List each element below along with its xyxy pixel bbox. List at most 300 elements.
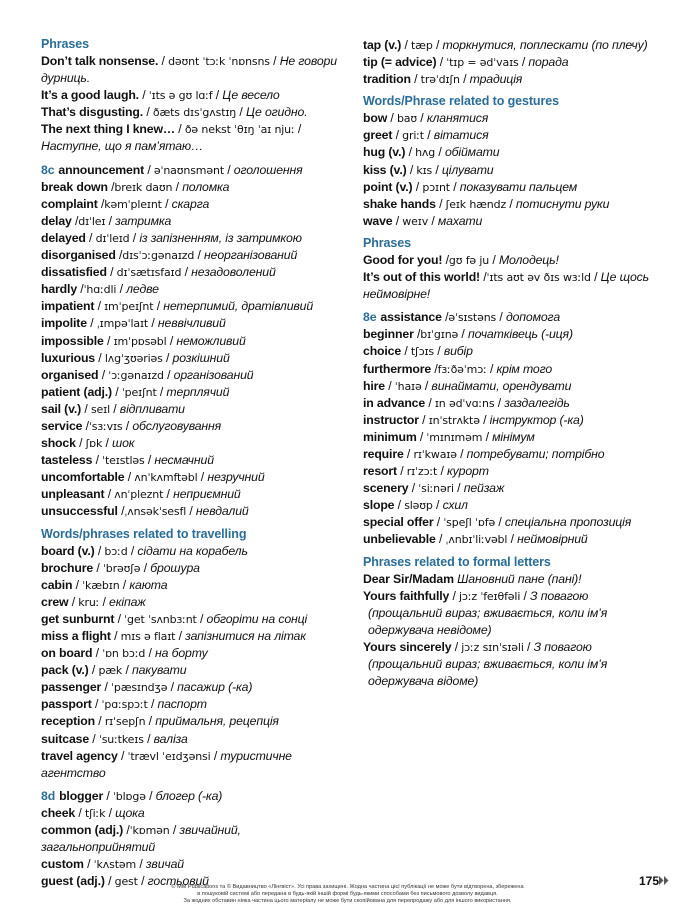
entry-word: on board bbox=[41, 646, 93, 661]
separator: / bbox=[480, 270, 487, 285]
vocabulary-entry bbox=[41, 350, 341, 367]
separator: / bbox=[85, 230, 96, 245]
translation: гостьовий bbox=[147, 874, 209, 889]
separator: / bbox=[86, 316, 97, 331]
entry-word: travel agency bbox=[41, 748, 118, 763]
vocabulary-entry bbox=[363, 412, 663, 429]
entry-word: sail (v.) bbox=[41, 401, 82, 416]
separator: / bbox=[212, 88, 223, 103]
pronunciation: ˈsɜːvɪs bbox=[88, 419, 123, 433]
translation: допомога bbox=[505, 310, 561, 325]
pronunciation: trəˈdɪʃn bbox=[420, 73, 460, 87]
pronunciation: ˈɒn bɔːd bbox=[102, 647, 146, 661]
vocabulary-entry bbox=[41, 401, 341, 418]
pronunciation: ʌnˈpleznt bbox=[114, 488, 164, 502]
translation: неприємний bbox=[173, 487, 241, 502]
entry-word: announcement bbox=[58, 162, 145, 177]
separator: / bbox=[431, 361, 438, 376]
vocabulary-entry bbox=[363, 343, 663, 360]
vocabulary-entry bbox=[363, 37, 663, 54]
separator: / bbox=[92, 646, 103, 661]
translation: звичайний, загальноприйнятий bbox=[41, 823, 241, 855]
separator: / bbox=[456, 446, 467, 461]
translation: обгоріти на сонці bbox=[206, 611, 308, 626]
vocabulary-entry bbox=[41, 611, 341, 628]
separator: / bbox=[482, 429, 493, 444]
vocabulary-entry bbox=[41, 213, 341, 230]
pronunciation: ˈɪts ə gʊ lɑːf bbox=[148, 89, 213, 103]
pronunciation: dɪˈleɪd bbox=[95, 231, 130, 245]
vocabulary-entry bbox=[363, 54, 663, 71]
separator: / bbox=[114, 611, 125, 626]
translation: неможливий bbox=[176, 333, 246, 348]
separator: / bbox=[98, 367, 109, 382]
separator: / bbox=[479, 412, 490, 427]
entry-word: reception bbox=[41, 714, 95, 729]
separator: / bbox=[194, 248, 205, 263]
footer-line: © MM Publications та © Видавництво «Лінгвіст». Усі права захищені. Жодна частина цієї публікації не може бути відтворена, збережена bbox=[171, 884, 524, 890]
translation: туристичне агентство bbox=[41, 748, 292, 780]
separator: / bbox=[89, 731, 99, 746]
entry-word: bow bbox=[363, 111, 388, 126]
entry-word: impatient bbox=[41, 299, 95, 314]
pronunciation: jɔːz ˈfeɪθfəli bbox=[459, 589, 521, 603]
pronunciation: pæk bbox=[98, 664, 123, 678]
vocabulary-entry bbox=[41, 486, 341, 503]
translation: інструктор (-ка) bbox=[489, 412, 584, 427]
separator: / bbox=[432, 498, 443, 513]
vocabulary-entry bbox=[41, 121, 341, 155]
vocabulary-entry bbox=[363, 639, 663, 690]
entry-word: slope bbox=[363, 498, 395, 513]
pronunciation: ˈhɑːdli bbox=[83, 283, 117, 297]
entry-word: tradition bbox=[363, 72, 411, 87]
separator: / bbox=[434, 344, 444, 359]
entry-word: cheek bbox=[41, 805, 76, 820]
separator: / bbox=[507, 532, 518, 547]
separator: / bbox=[392, 213, 403, 228]
separator: / bbox=[105, 213, 116, 228]
separator: / bbox=[148, 316, 158, 331]
entry-word: hug (v.) bbox=[363, 145, 406, 160]
separator: / bbox=[451, 639, 462, 654]
pronunciation: weɪv bbox=[402, 214, 429, 228]
separator: / bbox=[432, 162, 442, 177]
translation: блогер (-ка) bbox=[155, 788, 223, 803]
pronunciation: ʌnˈkʌmftəbl bbox=[134, 471, 198, 485]
vocabulary-entry bbox=[41, 713, 341, 730]
vocabulary-entry bbox=[363, 480, 663, 497]
separator: / bbox=[406, 162, 417, 177]
entry-word: in advance bbox=[363, 395, 426, 410]
separator: / bbox=[71, 213, 79, 228]
vocabulary-entry bbox=[363, 497, 663, 514]
translation: махати bbox=[437, 213, 483, 228]
pronunciation: ˈtrævl ˈeɪdʒənsi bbox=[127, 749, 211, 763]
vocabulary-entry bbox=[41, 645, 341, 662]
translation: схил bbox=[442, 498, 468, 513]
entry-word: unpleasant bbox=[41, 487, 105, 502]
pronunciation: kəmˈpleɪnt bbox=[104, 197, 162, 211]
vocabulary-entry bbox=[363, 463, 663, 480]
separator: / bbox=[172, 179, 183, 194]
pronunciation: ˈsuːtkeɪs bbox=[98, 732, 144, 746]
separator: / bbox=[110, 629, 121, 643]
separator: / bbox=[94, 299, 105, 314]
entry-word: hardly bbox=[41, 282, 78, 297]
vocabulary-entry bbox=[363, 252, 663, 269]
entry-word: furthermore bbox=[363, 361, 432, 376]
translation: З повагою bbox=[530, 588, 589, 603]
entry-word: tasteless bbox=[41, 453, 93, 468]
separator: / bbox=[143, 731, 154, 746]
entry-word: require bbox=[363, 446, 404, 461]
separator: / bbox=[143, 105, 153, 120]
entry-word: impossible bbox=[41, 333, 104, 348]
separator: / bbox=[117, 748, 128, 763]
translation: неввічливий bbox=[157, 316, 226, 331]
translation: Наступне, що я пам’ятаю… bbox=[41, 139, 204, 154]
pronunciation: əˈnaʊnsmənt bbox=[153, 163, 224, 177]
translation: Це огидно. bbox=[245, 105, 308, 120]
pronunciation: tʃiːk bbox=[84, 806, 106, 820]
separator: / bbox=[92, 453, 103, 468]
entry-word: kiss (v.) bbox=[363, 162, 407, 177]
translation: крім того bbox=[496, 361, 553, 376]
translation: валіза bbox=[153, 731, 188, 746]
separator: / bbox=[433, 515, 444, 530]
entry-word: crew bbox=[41, 594, 69, 609]
separator: / bbox=[196, 611, 207, 626]
entry-word: resort bbox=[363, 464, 397, 479]
separator: / bbox=[145, 646, 156, 661]
pronunciation: ɪmˈpɒsəbl bbox=[113, 334, 167, 348]
section-heading: Phrases related to formal letters bbox=[363, 554, 551, 569]
entry-word: unsuccessful bbox=[41, 504, 118, 519]
vocabulary-entry bbox=[41, 247, 341, 264]
left-column bbox=[41, 36, 341, 890]
separator: / bbox=[75, 805, 85, 820]
translation: паспорт bbox=[157, 697, 207, 712]
vocabulary-entry bbox=[41, 418, 341, 435]
translation: винаймати, орендувати bbox=[431, 378, 572, 393]
vocabulary-entry bbox=[363, 378, 663, 395]
separator: / bbox=[158, 54, 169, 68]
separator: / bbox=[523, 639, 534, 654]
entry-word: cabin bbox=[41, 577, 73, 592]
translation: Не говори дурниць. bbox=[41, 54, 337, 86]
separator: / bbox=[436, 55, 447, 70]
translation: організований bbox=[173, 367, 254, 382]
translation: розкішний bbox=[172, 350, 230, 365]
vocabulary-entry bbox=[41, 805, 341, 822]
separator: / bbox=[103, 788, 113, 803]
separator: / bbox=[75, 436, 86, 451]
entry-word: dissatisfied bbox=[41, 265, 107, 280]
entry-word: beginner bbox=[363, 327, 414, 342]
separator: / bbox=[95, 350, 105, 365]
pronunciation: hʌg bbox=[415, 146, 436, 160]
entry-word: complaint bbox=[41, 196, 98, 211]
section-heading: Phrases bbox=[363, 235, 411, 250]
section-number: 8e bbox=[363, 310, 377, 325]
separator: / bbox=[590, 270, 601, 285]
pronunciation: lʌgˈʒʊəriəs bbox=[104, 351, 163, 365]
translation: несмачний bbox=[154, 453, 214, 468]
pronunciation: rɪˈsepʃn bbox=[104, 715, 146, 729]
separator: / bbox=[123, 823, 130, 838]
pronunciation: dɪˈleɪ bbox=[78, 214, 106, 228]
vocabulary-entry bbox=[41, 452, 341, 469]
pronunciation: ˈspeʃl ˈɒfə bbox=[443, 516, 496, 530]
entry-word: hire bbox=[363, 378, 385, 393]
separator: / bbox=[82, 418, 89, 433]
pronunciation: ˈkʌstəm bbox=[93, 858, 137, 872]
separator: / bbox=[138, 88, 149, 103]
separator: / bbox=[147, 697, 158, 712]
separator: / bbox=[104, 487, 115, 502]
separator: / bbox=[413, 327, 421, 342]
footer-line: За жодних обставин ніяка частина цього матеріалу не може бути скопійована для перепродажу або для іншого використання. bbox=[183, 898, 512, 904]
separator: / bbox=[210, 748, 221, 763]
separator: / bbox=[392, 128, 403, 143]
right-column bbox=[363, 37, 663, 690]
entry-word: impolite bbox=[41, 316, 87, 331]
entry-word: brochure bbox=[41, 560, 94, 575]
translation: Молодець! bbox=[498, 252, 559, 267]
vocabulary-entry bbox=[363, 71, 663, 88]
separator: / bbox=[77, 282, 84, 297]
separator: / bbox=[107, 179, 115, 194]
separator: / bbox=[145, 714, 156, 729]
pronunciation: ˈmɪnɪməm bbox=[426, 430, 483, 444]
translation-note: (прощальний вираз; вживається, коли ім’я одержувача відоме) bbox=[368, 657, 608, 689]
entry-word: pack (v.) bbox=[41, 663, 89, 678]
vocabulary-entry bbox=[363, 531, 663, 548]
section-heading: Words/phrases related to travelling bbox=[41, 526, 247, 541]
footer-line: в пошуковій системі або передана в будь-якій іншій формі будь-якими способами без письмового дозволу видавця. bbox=[197, 891, 498, 897]
separator: / bbox=[169, 823, 180, 838]
vocabulary-entry bbox=[363, 127, 663, 144]
separator: / bbox=[140, 560, 151, 575]
separator: / bbox=[166, 333, 177, 348]
translation: Це щось неймовірне! bbox=[363, 270, 649, 302]
pronunciation: jɔːz sɪnˈsɪəli bbox=[461, 640, 524, 654]
pronunciation: rɪˈzɔːt bbox=[406, 465, 438, 479]
separator: / bbox=[435, 145, 445, 160]
translation: звичай bbox=[145, 857, 184, 872]
entry-word: blogger bbox=[59, 788, 104, 803]
entry-word: greet bbox=[363, 128, 393, 143]
separator: / bbox=[441, 310, 449, 325]
separator: / bbox=[91, 697, 102, 712]
separator: / bbox=[425, 395, 435, 410]
translation: невдалий bbox=[195, 504, 249, 519]
translation: незручний bbox=[207, 470, 265, 485]
entry-word: miss a flight bbox=[41, 629, 111, 643]
entry-word: service bbox=[41, 418, 83, 433]
entry-word: wave bbox=[363, 213, 393, 228]
section-number: 8d bbox=[41, 788, 56, 803]
pronunciation: ˈpɑːspɔːt bbox=[101, 698, 148, 712]
separator: / bbox=[102, 436, 113, 451]
separator: / bbox=[405, 145, 416, 160]
translation: затримка bbox=[115, 213, 172, 228]
separator: / bbox=[459, 72, 470, 87]
entry-word: tip (= advice) bbox=[363, 55, 437, 70]
vocabulary-entry bbox=[41, 696, 341, 713]
translation: скарга bbox=[171, 196, 210, 211]
separator: / bbox=[124, 470, 135, 485]
entry-word: uncomfortable bbox=[41, 470, 125, 485]
separator: / bbox=[175, 629, 186, 643]
pronunciation: ˈblɒgə bbox=[112, 789, 146, 803]
entry-word: custom bbox=[41, 857, 84, 872]
pronunciation: kruː bbox=[78, 595, 100, 609]
pronunciation: ɪn ədˈvɑːns bbox=[434, 396, 495, 410]
separator: / bbox=[294, 122, 302, 137]
pronunciation: gʊ fə ju bbox=[448, 253, 490, 267]
entry-word: The next thing I knew… bbox=[41, 122, 176, 137]
separator: / bbox=[518, 55, 529, 70]
translation: терплячий bbox=[166, 384, 230, 399]
separator: / bbox=[223, 162, 234, 177]
entry-word: unbelievable bbox=[363, 532, 436, 547]
vocabulary-entry bbox=[41, 679, 341, 696]
separator: / bbox=[144, 162, 154, 177]
entry-word: scenery bbox=[363, 481, 409, 496]
translation: З повагою bbox=[533, 639, 592, 654]
vocabulary-entry bbox=[41, 435, 341, 452]
vocabulary-entry bbox=[41, 162, 341, 179]
separator: / bbox=[494, 395, 505, 410]
pronunciation: ˈɪts aʊt əv ðɪs wɜːld bbox=[486, 271, 591, 285]
pronunciation: ˈtɪp = ədˈvaɪs bbox=[446, 56, 519, 70]
vocabulary-entry bbox=[41, 560, 341, 577]
separator: / bbox=[396, 464, 407, 479]
vocabulary-entry bbox=[41, 196, 341, 213]
pronunciation: griːt bbox=[402, 129, 424, 143]
separator: / bbox=[394, 498, 405, 513]
separator: / bbox=[417, 111, 427, 126]
entry-word: choice bbox=[363, 344, 402, 359]
entry-word: get sunburnt bbox=[41, 611, 115, 626]
separator: / bbox=[442, 252, 449, 267]
translation: приймальня, рецепція bbox=[155, 714, 279, 729]
vocabulary-entry bbox=[41, 594, 341, 611]
separator: / bbox=[81, 401, 91, 416]
vocabulary-entry bbox=[363, 446, 663, 463]
translation: мінімум bbox=[492, 429, 535, 444]
separator: / bbox=[449, 588, 460, 603]
translation: запізнитися на літак bbox=[185, 629, 306, 643]
entry-word: point (v.) bbox=[363, 179, 413, 194]
separator: / bbox=[127, 543, 138, 558]
vocabulary-entry bbox=[41, 281, 341, 298]
pronunciation: ˌɪmpəˈlaɪt bbox=[96, 317, 149, 331]
translation: неорганізований bbox=[204, 248, 298, 263]
entry-word: passenger bbox=[41, 680, 102, 695]
pronunciation: ˈhaɪə bbox=[394, 379, 422, 393]
separator: / bbox=[236, 105, 246, 120]
vocabulary-entry bbox=[41, 333, 341, 350]
pronunciation: breɪk daʊn bbox=[114, 180, 173, 194]
separator: / bbox=[449, 179, 460, 194]
separator: / bbox=[437, 464, 448, 479]
entry-word: tap (v.) bbox=[363, 38, 402, 52]
translation: обслуговування bbox=[132, 418, 222, 433]
separator: / bbox=[145, 788, 156, 803]
separator: / bbox=[99, 594, 110, 609]
separator: / bbox=[403, 446, 414, 461]
separator: / bbox=[119, 577, 130, 592]
pronunciation: ˈbrəʊʃə bbox=[102, 561, 141, 575]
separator: / bbox=[423, 128, 434, 143]
pronunciation: ˈkɒmən bbox=[129, 824, 170, 838]
separator: / bbox=[418, 412, 429, 427]
separator: / bbox=[167, 680, 178, 695]
entry-word: guest (adj.) bbox=[41, 874, 105, 889]
vocabulary-entry bbox=[363, 162, 663, 179]
separator: / bbox=[153, 299, 164, 314]
entry-word: special offer bbox=[363, 515, 434, 530]
translation: поломка bbox=[182, 179, 230, 194]
translation: початківець (-иця) bbox=[467, 327, 573, 342]
entry-word: common (adj.) bbox=[41, 823, 124, 838]
pronunciation: tʃɔɪs bbox=[410, 345, 434, 359]
pronunciation: rɪˈkwaɪə bbox=[413, 447, 457, 461]
entry-word: That’s disgusting. bbox=[41, 105, 144, 120]
pronunciation: ɪnˈstrʌktə bbox=[428, 413, 480, 427]
translation-note: (прощальний вираз; вживається, коли ім’я одержувача невідоме) bbox=[368, 605, 608, 637]
separator: / bbox=[106, 265, 117, 280]
pronunciation: gest bbox=[114, 875, 138, 889]
vocabulary-entry bbox=[41, 315, 341, 332]
entry-word: Yours sincerely bbox=[363, 639, 452, 654]
separator: / bbox=[489, 252, 499, 267]
entry-word: disorganised bbox=[41, 248, 116, 263]
pronunciation: ˈsiːnəri bbox=[418, 482, 454, 496]
vocabulary-entry bbox=[363, 269, 663, 303]
separator: / bbox=[88, 663, 99, 678]
pronunciation: tæp bbox=[411, 39, 433, 52]
separator: / bbox=[186, 504, 196, 519]
translation: пейзаж bbox=[463, 481, 505, 496]
vocabulary-entry bbox=[41, 298, 341, 315]
separator: / bbox=[117, 504, 125, 519]
separator: / bbox=[458, 327, 468, 342]
vocabulary-entry bbox=[363, 309, 663, 326]
pronunciation: dɪˈsætɪsfaɪd bbox=[116, 266, 182, 280]
vocabulary-entry bbox=[41, 87, 341, 104]
section-heading: Words/Phrase related to gestures bbox=[363, 94, 559, 109]
separator: / bbox=[401, 38, 412, 52]
separator: / bbox=[136, 857, 146, 872]
pronunciation: mɪs ə flaɪt bbox=[120, 630, 176, 643]
separator: / bbox=[506, 196, 516, 211]
separator: / bbox=[520, 588, 531, 603]
translation: нетерпимий, дратівливий bbox=[163, 299, 314, 314]
separator: / bbox=[116, 282, 127, 297]
vocabulary-entry bbox=[363, 179, 663, 196]
separator: / bbox=[410, 72, 421, 87]
entry-word: shake hands bbox=[363, 196, 436, 211]
entry-word: suitcase bbox=[41, 731, 90, 746]
translation: незадоволений bbox=[191, 265, 276, 280]
translation: сідати на корабель bbox=[137, 543, 248, 558]
vocabulary-entry bbox=[363, 588, 663, 639]
separator: / bbox=[408, 481, 419, 496]
